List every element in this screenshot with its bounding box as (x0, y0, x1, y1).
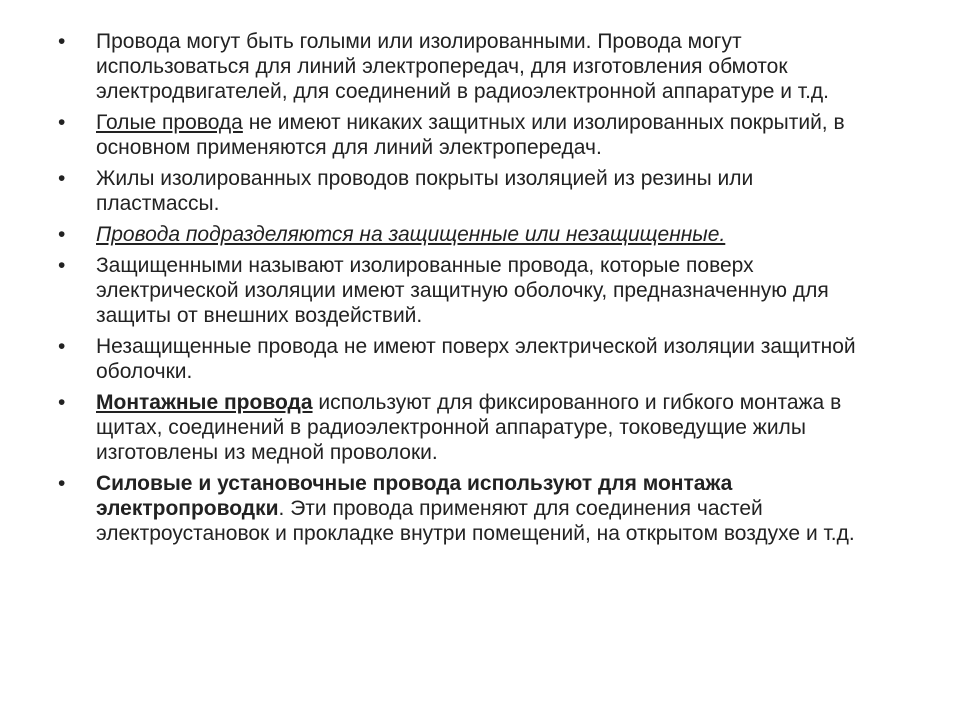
bullet-icon: • (58, 335, 66, 358)
bullet-text: не имеют никаких защитных или изолированных покрытий, в основном применяются для линий электропередач. (96, 111, 845, 159)
bullet-text: Провода подразделяются на защищенные или незащищенные. (96, 223, 726, 246)
bullet-item-power-wires (58, 471, 878, 546)
bullet-icon: • (58, 223, 66, 246)
bullet-item-unprotected (58, 334, 878, 384)
bullet-term: Монтажные провода (96, 391, 313, 414)
bullet-icon: • (58, 254, 66, 277)
bullet-text: Незащищенные провода не имеют поверх электрической изоляции защитной оболочки. (96, 335, 856, 383)
bullet-icon: • (58, 472, 66, 495)
bullet-icon: • (58, 30, 66, 53)
bullet-text: Жилы изолированных проводов покрыты изоляцией из резины или пластмассы. (96, 167, 754, 215)
bullet-text: Провода могут быть голыми или изолированными. Провода могут использоваться для линий электропередач, для изготовления обмоток электродвигателей, для соединений в радиоэлектронной аппаратуре и т.д. (96, 30, 830, 103)
bullet-text: . Эти провода применяют для соединения частей электроустановок и прокладке внутри помещений, на открытом воздухе и т.д. (96, 497, 855, 545)
bullet-term: Силовые и установочные провода используют для монтажа электропроводки (96, 472, 733, 520)
bullet-text: Защищенными называют изолированные провода, которые поверх электрической изоляции имеют защитную оболочку, предназначенную для защиты от внешних воздействий. (96, 254, 829, 327)
bullet-item-wire-types (58, 29, 878, 104)
bullet-item-insulated-cores (58, 166, 878, 216)
bullet-item-protected (58, 253, 878, 328)
bullet-text: используют для фиксированного и гибкого монтажа в щитах, соединений в радиоэлектронной аппаратуре, токоведущие жилы изготовлены из медной проволоки. (96, 391, 842, 464)
bullet-term: Голые провода (96, 111, 243, 134)
bullet-item-classification (58, 222, 878, 247)
bullet-icon: • (58, 391, 66, 414)
bullet-list (58, 29, 878, 552)
bullet-icon: • (58, 111, 66, 134)
bullet-icon: • (58, 167, 66, 190)
bullet-item-mounting-wires (58, 390, 878, 465)
bullet-item-bare-wires (58, 110, 878, 160)
